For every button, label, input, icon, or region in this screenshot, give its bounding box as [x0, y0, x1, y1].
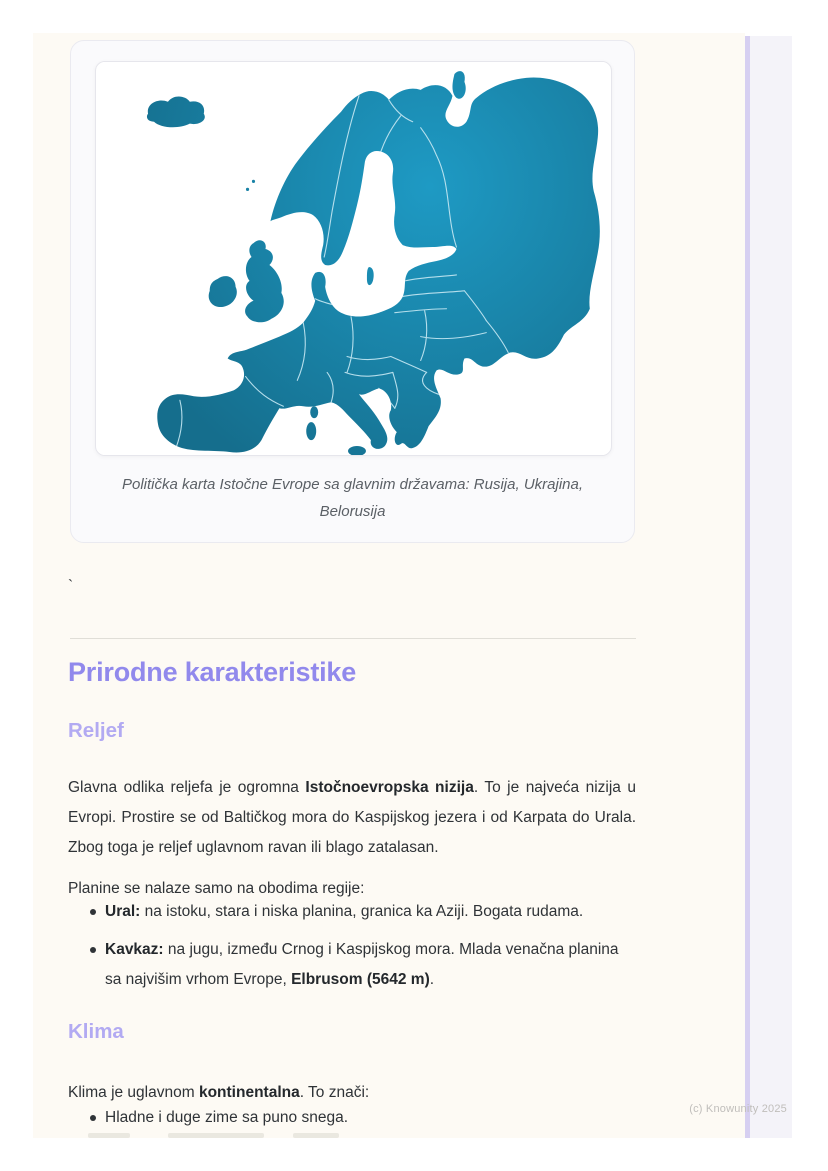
relief-bullet-list	[68, 897, 636, 1003]
copyright-watermark: (c) Knowunity 2025	[689, 1103, 787, 1115]
figure-caption-line-1: Politička karta Istočne Evrope sa glavnim državama: Rusija, Ukrajina,	[121, 476, 584, 493]
page-side-panel	[750, 36, 792, 1138]
clipped-next-line-fragment	[168, 1133, 264, 1138]
list-item-kavkaz-bold2: Elbrusom (5642 m)	[291, 971, 430, 988]
section-heading-prirodne-karakteristike: Prirodne karakteristike	[68, 657, 357, 687]
paragraph-klima-1-pre: Klima je uglavnom	[68, 1083, 199, 1101]
figure-card	[70, 40, 635, 543]
klima-bullet-list	[68, 1103, 636, 1141]
subheading-klima: Klima	[68, 1020, 124, 1043]
paragraph-klima-1-bold: kontinentalna	[198, 1083, 300, 1101]
bullet-dot	[90, 1115, 96, 1121]
figure-caption	[71, 471, 634, 525]
list-item-kavkaz-end: .	[429, 971, 435, 988]
europe-map	[96, 62, 611, 455]
bullet-dot	[90, 947, 96, 953]
list-item-zime	[68, 1103, 636, 1133]
bullet-dot	[90, 909, 96, 915]
list-item-zime-text: Hladne i duge zime sa puno snega.	[105, 1109, 348, 1126]
list-item-kavkaz-bold: Kavkaz:	[105, 941, 164, 958]
paragraph-relief-1	[68, 773, 636, 863]
list-item-kavkaz	[68, 935, 636, 995]
list-item-ural-bold: Ural:	[105, 903, 141, 920]
section-divider	[70, 638, 636, 639]
paragraph-relief-1-post: . To je najveća nizija u Evropi. Prostire se od Baltičkog mora do Kaspijskog jezera i od Karpata do Urala. Zbog toga je reljef uglavnom ravan ili blago zatalasan.	[68, 778, 636, 856]
paragraph-relief-1-pre: Glavna odlika reljefa je ogromna	[68, 778, 306, 796]
list-item-ural	[68, 897, 636, 927]
list-item-ural-text: na istoku, stara i niska planina, granica ka Aziji. Bogata rudama.	[140, 903, 584, 920]
stray-backtick-text: `	[68, 578, 74, 595]
paragraph-relief-2: Planine se nalaze samo na obodima regije:	[68, 879, 365, 897]
clipped-next-line-fragment	[293, 1133, 339, 1138]
clipped-next-line-fragment	[88, 1133, 130, 1138]
document-content	[68, 0, 636, 1171]
map-image	[95, 61, 612, 456]
subheading-reljef: Reljef	[68, 719, 124, 742]
paragraph-klima-1-post: . To znači:	[299, 1083, 370, 1101]
figure-caption-line-2: Belorusija	[319, 503, 386, 520]
list-item-kavkaz-mid: na jugu, između Crnog i Kaspijskog mora. Mlada venačna planina sa najvišim vrhom Evrope,	[105, 941, 619, 988]
paragraph-relief-1-bold: Istočnoevropska nizija	[305, 778, 474, 796]
